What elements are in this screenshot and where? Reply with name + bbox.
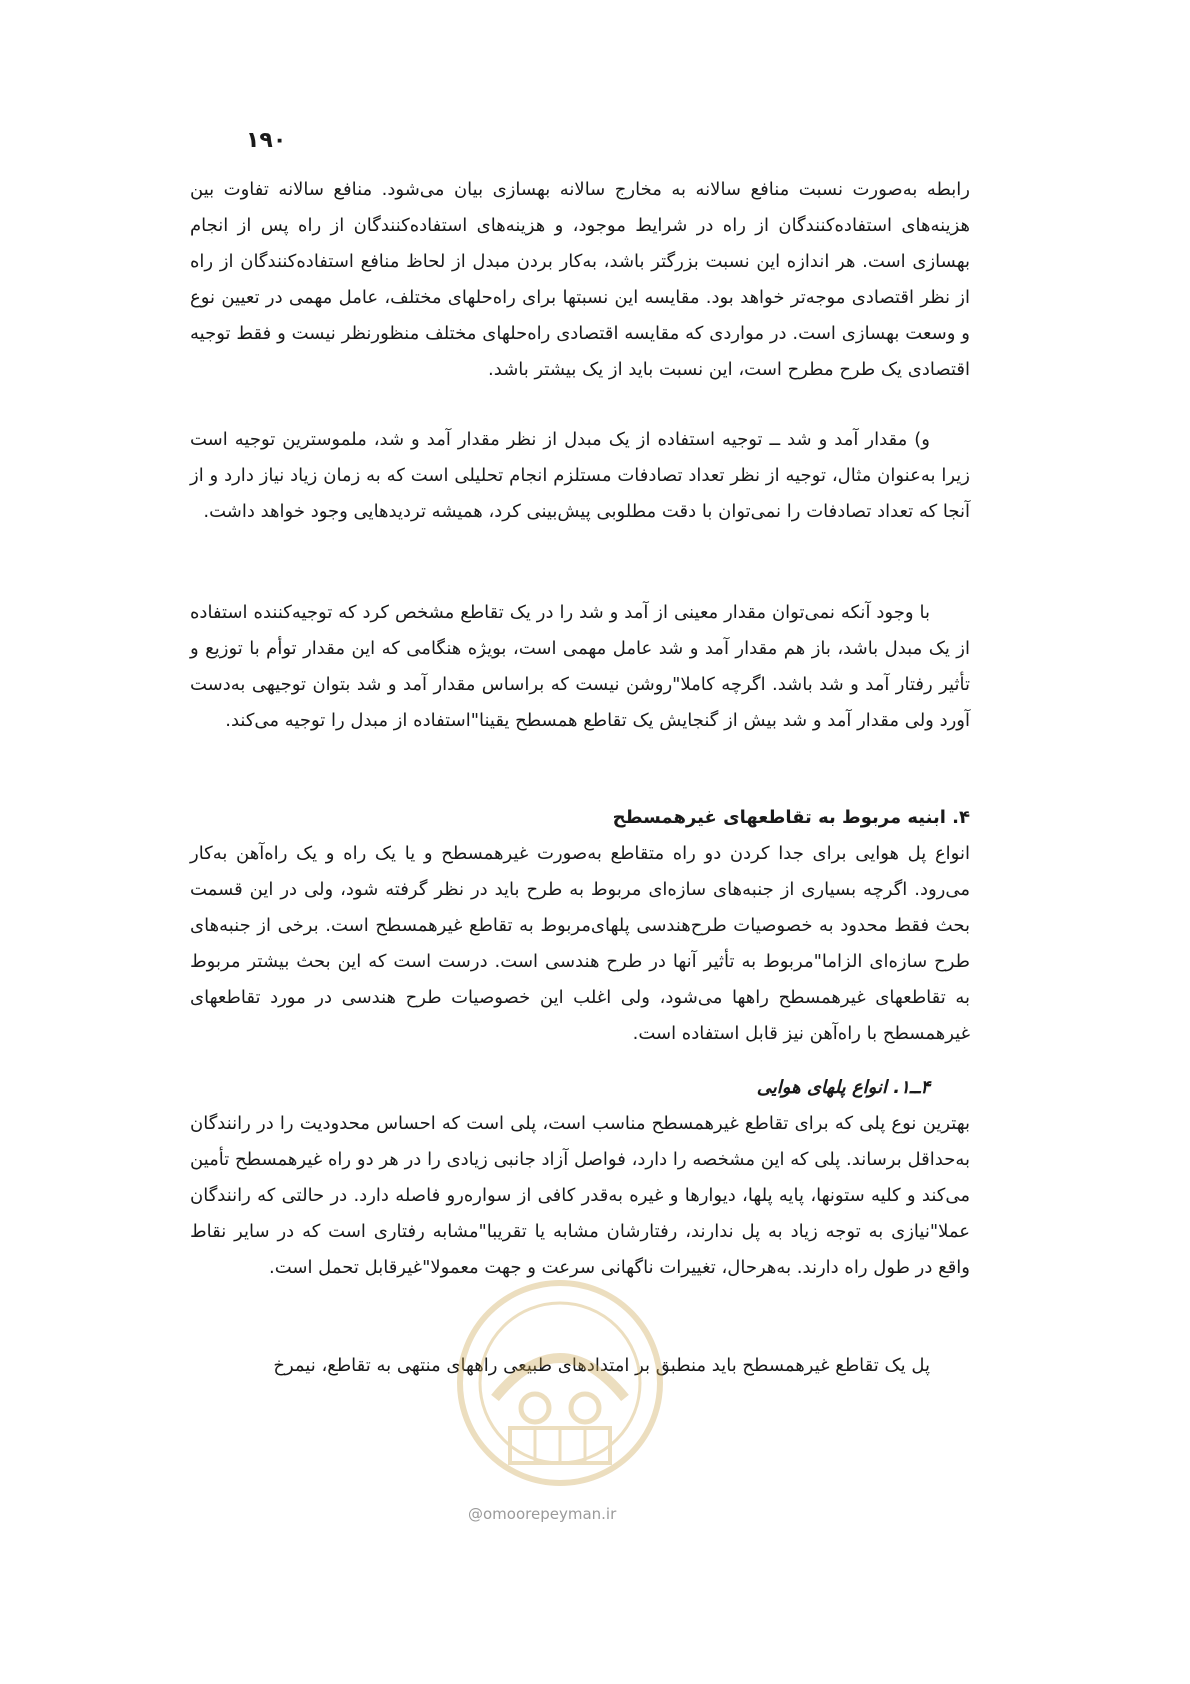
- subsection-heading: ۴ــ۱. انواع پلهای هوایی: [756, 1077, 930, 1098]
- paragraph-traffic-justification: با وجود آنکه نمی‌توان مقدار معینی از آمد و شد را در یک تقاطع مشخص کرد که توجیه‌کننده استفاده از یک مبدل باشد، باز هم مقدار آمد و شد عامل مهمی است، بویژه هنگامی که این مقدار توأم با توزیع و تأثیر رفتار آمد و شد باشد. اگرچه کاملا"روشن نیست که براساس مقدار آمد و شد بتوان توجیهی به‌دست آورد ولی مقدار آمد و شد بیش از گنجایش یک تقاطع همسطح یقینا"استفاده از مبدل را توجیه می‌کند.: [190, 602, 970, 731]
- paragraph-traffic-volume: و) مقدار آمد و شد ــ توجیه استفاده از یک مبدل از نظر مقدار آمد و شد، ملموسترین توجیه است زیرا به‌عنوان مثال، توجیه از نظر تعداد تصادفات مستلزم انجام تحلیلی است که به زمان زیاد نیاز دارد و از آنجا که تعداد تصادفات را نمی‌توان با دقت مطلوبی پیش‌بینی کرد، همیشه تردیدهایی وجود خواهد داشت.: [190, 429, 970, 522]
- page-number: ۱۹۰: [246, 128, 287, 153]
- body-text-traffic-2: [190, 595, 970, 739]
- watermark-seal-icon: [455, 1278, 665, 1488]
- body-text-traffic: [190, 422, 970, 530]
- paragraph-best-bridge: بهترین نوع پلی که برای تقاطع غیرهمسطح مناسب است، پلی است که احساس محدودیت را در رانندگان به‌حداقل برساند. پلی که این مشخصه را دارد، فواصل آزاد جانبی زیادی را در هر دو راه غیرهمسطح تأمین می‌کند و کلیه ستونها، پایه پلها، دیوارها و غیره به‌قدر کافی از سواره‌رو فاصله دارد. در حالتی که رانندگان عملا"نیازی به توجه زیاد به پل ندارند، رفتارشان مشابه یا تقریبا"مشابه رفتاری است که در سایر نقاط واقع در طول راه دارند. به‌هرحال، تغییرات ناگهانی سرعت و جهت معمولا"غیرقابل تحمل است.: [190, 1113, 970, 1278]
- section-heading: ۴. ابنیه مربوط به تقاطعهای غیرهمسطح: [612, 807, 970, 828]
- paragraph-overpass-types: انواع پل هوایی برای جدا کردن دو راه متقاطع به‌صورت غیرهمسطح و یا یک راه و یک راه‌آهن به‌کار می‌رود. اگرچه بسیاری از جنبه‌های سازه‌ای مربوط به طرح باید در نظر گرفته شود، ولی در این قسمت بحث فقط محدود به خصوصیات طرح‌هندسی پلهای‌مربوط به تقاطع غیرهمسطح است. برخی از جنبه‌های طرح سازه‌ای الزاما"مربوط به تأثیر آنها در طرح هندسی است. درست است که این بحث بیشتر مربوط به تقاطعهای غیرهمسطح راهها می‌شود، ولی اغلب این خصوصیات طرح هندسی در مورد تقاطعهای غیرهمسطح با راه‌آهن نیز قابل استفاده است.: [190, 843, 970, 1044]
- section-4-1: [190, 1070, 970, 1286]
- section-4: [190, 800, 970, 1052]
- body-text: [190, 172, 970, 388]
- paragraph-economic-ratio: رابطه به‌صورت نسبت منافع سالانه به مخارج سالانه بهسازی بیان می‌شود. منافع سالانه تفاوت بین هزینه‌های استفاده‌کنندگان از راه در شرایط موجود، و هزینه‌های استفاده‌کنندگان از راه پس از انجام بهسازی است. هر اندازه این نسبت بزرگتر باشد، به‌کار بردن مبدل از لحاظ منافع استفاده‌کنندگان از راه از نظر اقتصادی موجه‌تر خواهد بود. مقایسه این نسبتها برای راه‌حلهای مختلف، عامل مهمی در تعیین نوع و وسعت بهسازی است. در مواردی که مقایسه اقتصادی راه‌حلهای مختلف منظورنظر نیست و فقط توجیه اقتصادی یک طرح مطرح است، این نسبت باید از یک بیشتر باشد.: [190, 179, 970, 380]
- paragraph-bridge-alignment: پل یک تقاطع غیرهمسطح باید منطبق بر امتدادهای طبیعی راههای منتهی به تقاطع، نیمرخ: [273, 1355, 930, 1376]
- watermark-text: @omoorepeyman.ir: [468, 1505, 617, 1523]
